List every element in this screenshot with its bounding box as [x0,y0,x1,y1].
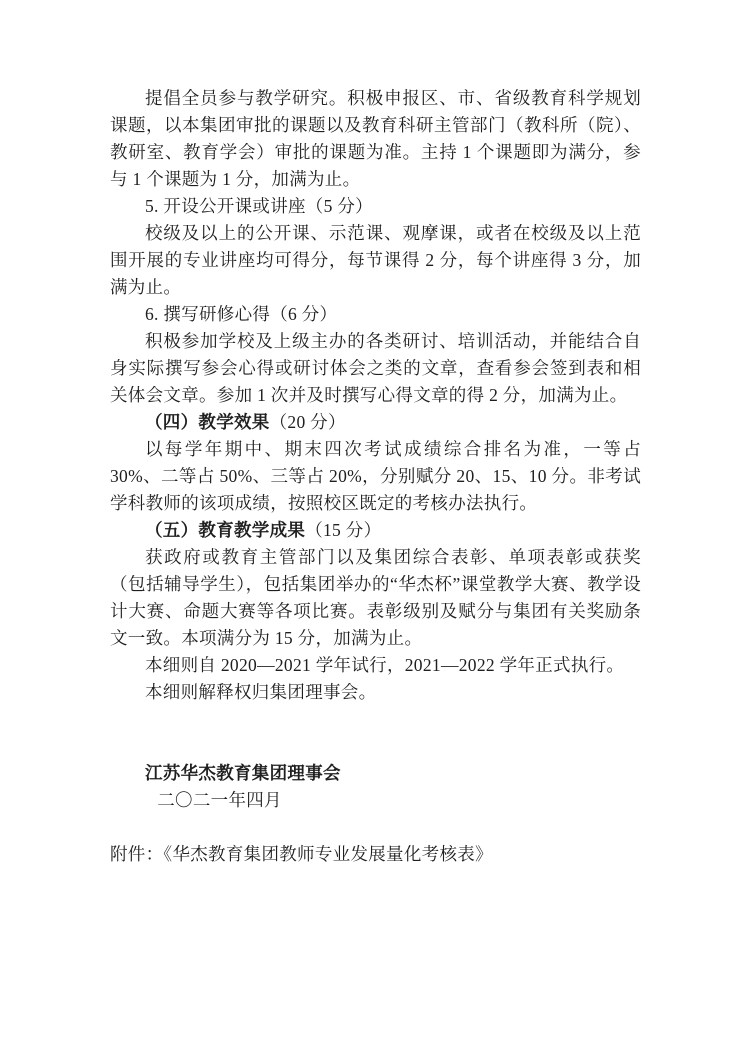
section-5-heading [110,517,641,544]
section-4-heading-title: （四）教学效果 [145,412,270,432]
trial-note: 本细则自 2020—2021 学年试行，2021—2022 学年正式执行。 [145,655,625,675]
item-5-body: 校级及以上的公开课、示范课、观摩课，或者在校级及以上范围开展的专业讲座均可得分，每节课得 2 分，每个讲座得 3 分，加满为止。 [110,223,641,297]
document-body [110,85,641,868]
section-5-heading-title: （五）教育教学成果 [145,520,306,540]
item-5-title: 5. 开设公开课或讲座（5 分） [145,196,373,216]
item-6-title: 6. 撰写研修心得（6 分） [145,304,338,324]
section-4-heading-score: （20 分） [269,412,346,432]
signature-date: 二〇二一年四月 [157,790,282,810]
item-6-body: 积极参加学校及上级主办的各类研讨、培训活动，并能结合自身实际撰写参会心得或研讨体会之类的文章，查看参会签到表和相关体会文章。参加 1 次并及时撰写心得文章的得 2 分，加满为止。 [110,331,641,405]
attachment-reference: 附件：《华杰教育集团教师专业发展量化考核表》 [110,844,493,864]
signature-org: 江苏华杰教育集团理事会 [145,763,341,783]
paragraph-research: 提倡全员参与教学研究。积极申报区、市、省级教育科学规划课题，以本集团审批的课题以及教育科研主管部门（教科所（院）、教研室、教育学会）审批的课题为准。主持 1 个课题即为满分，参与 1 个课题为 1 分，加满为止。 [110,88,641,189]
section-4-heading [110,409,641,436]
section-5-heading-score: （15 分） [305,520,382,540]
section-5-body: 获政府或教育主管部门以及集团综合表彰、单项表彰或获奖（包括辅导学生），包括集团举办的“华杰杯”课堂教学大赛、教学设计大赛、命题大赛等各项比赛。表彰级别及赋分与集团有关奖励条文一致。本项满分为 15 分，加满为止。 [110,547,641,648]
interpretation-note: 本细则解释权归集团理事会。 [145,682,377,702]
section-4-body: 以每学年期中、期末四次考试成绩综合排名为准，一等占 30%、二等占 50%、三等占 20%，分别赋分 20、15、10 分。非考试学科教师的该项成绩，按照校区既定的考核办法执行。 [110,439,641,513]
